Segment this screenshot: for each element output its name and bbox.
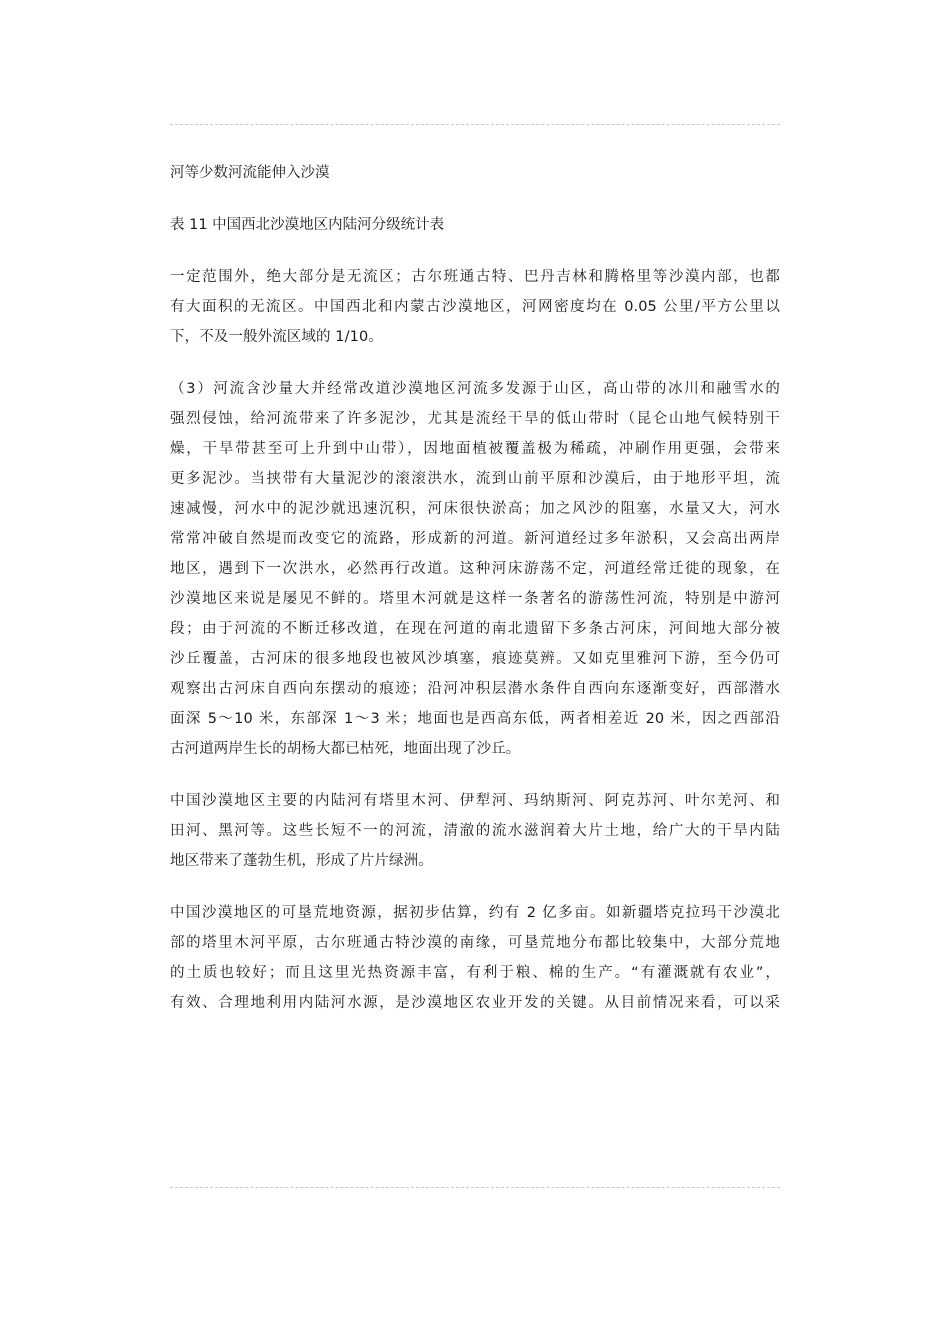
text-line: 一定范围外，绝大部分是无流区；古尔班通古特、巴丹吉林和腾格里等沙漠内部，也都 xyxy=(170,269,780,285)
text-line: 表 11 中国西北沙漠地区内陆河分级统计表 xyxy=(170,217,445,233)
text-line: 速减慢，河水中的泥沙就迅速沉积，河床很快淤高；加之风沙的阻塞，水量又大，河水 xyxy=(170,501,780,517)
text-line: 燥，干旱带甚至可上升到中山带），因地面植被覆盖极为稀疏，冲刷作用更强，会带来 xyxy=(170,441,780,457)
paragraph-sediment-rerouting xyxy=(170,374,780,764)
text-line: 沙丘覆盖，古河床的很多地段也被风沙填塞，痕迹莫辨。又如克里雅河下游，至今仍可 xyxy=(170,651,780,667)
text-line: 古河道两岸生长的胡杨大都已枯死，地面出现了沙丘。 xyxy=(170,741,521,757)
text-line: 河等少数河流能伸入沙漠 xyxy=(170,165,330,181)
text-line: （3）河流含沙量大并经常改道沙漠地区河流多发源于山区，高山带的冰川和融雪水的 xyxy=(170,381,780,397)
table-caption xyxy=(170,210,780,240)
text-line: 观察出古河床自西向东摆动的痕迹；沿河冲积层潜水条件自西向东逐渐变好，西部潜水 xyxy=(170,681,780,697)
document-body xyxy=(170,158,780,1040)
text-line: 有大面积的无流区。中国西北和内蒙古沙漠地区，河网密度均在 0.05 公里/平方公里以 xyxy=(170,299,780,315)
text-line: 的土质也较好；而且这里光热资源丰富，有利于粮、棉的生产。“有灌溉就有农业”， xyxy=(170,965,780,981)
text-line: 强烈侵蚀，给河流带来了许多泥沙，尤其是流经干旱的低山带时（昆仑山地气候特别干 xyxy=(170,411,780,427)
text-line: 中国沙漠地区主要的内陆河有塔里木河、伊犁河、玛纳斯河、阿克苏河、叶尔羌河、和 xyxy=(170,793,780,809)
paragraph-inland-rivers xyxy=(170,786,780,876)
text-line: 下，不及一般外流区域的 1/10。 xyxy=(170,329,383,345)
text-line: 田河、黑河等。这些长短不一的河流，清澈的流水滋润着大片土地，给广大的干旱内陆 xyxy=(170,823,780,839)
page-top-divider xyxy=(170,124,780,125)
page-bottom-divider xyxy=(170,1187,780,1188)
text-line: 段；由于河流的不断迁移改道，在现在河道的南北遗留下多条古河床，河间地大部分被 xyxy=(170,621,780,637)
text-line: 有效、合理地利用内陆河水源，是沙漠地区农业开发的关键。从目前情况来看，可以采 xyxy=(170,995,780,1011)
text-line: 部的塔里木河平原，古尔班通古特沙漠的南缘，可垦荒地分布都比较集中，大部分荒地 xyxy=(170,935,780,951)
paragraph-no-flow-area xyxy=(170,262,780,352)
paragraph-river-fragment xyxy=(170,158,780,188)
paragraph-reclaimable-land xyxy=(170,898,780,1018)
text-line: 中国沙漠地区的可垦荒地资源，据初步估算，约有 2 亿多亩。如新疆塔克拉玛干沙漠北 xyxy=(170,905,780,921)
text-line: 更多泥沙。当挟带有大量泥沙的滚滚洪水，流到山前平原和沙漠后，由于地形平坦，流 xyxy=(170,471,780,487)
text-line: 面深 5～10 米，东部深 1～3 米；地面也是西高东低，两者相差近 20 米，因之西部沿 xyxy=(170,711,780,727)
text-line: 常常冲破自然堤而改变它的流路，形成新的河道。新河道经过多年淤积，又会高出两岸 xyxy=(170,531,780,547)
text-line: 地区，遇到下一次洪水，必然再行改道。这种河床游荡不定，河道经常迁徙的现象，在 xyxy=(170,561,780,577)
text-line: 沙漠地区来说是屡见不鲜的。塔里木河就是这样一条著名的游荡性河流，特别是中游河 xyxy=(170,591,780,607)
text-line: 地区带来了蓬勃生机，形成了片片绿洲。 xyxy=(170,853,433,869)
